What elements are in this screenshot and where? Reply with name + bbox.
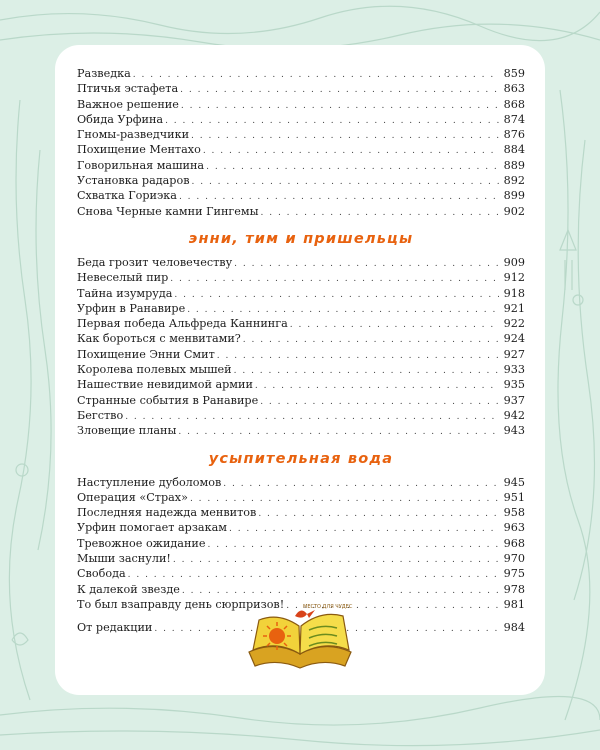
- leader-dots: [125, 410, 499, 424]
- toc-entry-title: Снова Черные камни Гингемы: [77, 204, 259, 218]
- toc-entry-page: 943: [503, 424, 525, 438]
- toc-entry-page: 975: [503, 567, 525, 581]
- leader-dots: [206, 160, 499, 174]
- leader-dots: [178, 425, 499, 439]
- toc-entry-title: Как бороться с менвитами?: [77, 332, 241, 346]
- toc-entry-page: 876: [503, 128, 525, 142]
- table-of-contents: [77, 67, 525, 637]
- section-heading: энни, тим и пришельцы: [188, 230, 414, 247]
- toc-entry-title: Установка радаров: [77, 174, 190, 188]
- toc-entry-title: Гномы-разведчики: [77, 128, 190, 142]
- toc-entry[interactable]: [77, 302, 525, 317]
- leader-dots: [255, 379, 499, 393]
- toc-entry-title: Говорильная машина: [77, 158, 205, 172]
- toc-entry-title: То был взаправду день сюрпризов!: [77, 597, 285, 611]
- leader-dots: [192, 175, 499, 189]
- leader-dots: [229, 522, 499, 536]
- leader-dots: [133, 68, 499, 82]
- leader-dots: [203, 144, 499, 158]
- toc-entry-page: 918: [503, 286, 525, 300]
- leader-dots: [173, 553, 499, 567]
- toc-entry-page: 984: [503, 621, 525, 635]
- toc-entry-title: Важное решение: [77, 97, 179, 111]
- toc-entry[interactable]: [77, 67, 525, 82]
- toc-entry-title: Птичья эстафета: [77, 82, 179, 96]
- leader-dots: [234, 257, 499, 271]
- toc-entry[interactable]: [77, 82, 525, 97]
- toc-entry-page: 963: [503, 521, 525, 535]
- toc-entry[interactable]: [77, 521, 525, 536]
- toc-entry-page: 892: [503, 174, 525, 188]
- toc-entry[interactable]: [77, 205, 525, 220]
- leader-dots: [290, 318, 499, 332]
- toc-entry-page: 889: [503, 158, 525, 172]
- leader-dots: [180, 83, 499, 97]
- toc-entry-title: Первая победа Альфреда Каннинга: [77, 317, 288, 331]
- toc-entry[interactable]: [77, 189, 525, 204]
- toc-entry[interactable]: [77, 583, 525, 598]
- toc-entry-title: Последняя надежда менвитов: [77, 506, 257, 520]
- toc-entry[interactable]: [77, 409, 525, 424]
- toc-entry-page: 945: [503, 475, 525, 489]
- toc-entry[interactable]: [77, 143, 525, 158]
- leader-dots: [170, 272, 499, 286]
- toc-entry[interactable]: [77, 113, 525, 128]
- toc-entry-page: 874: [503, 112, 525, 126]
- toc-entry[interactable]: [77, 128, 525, 143]
- toc-entry[interactable]: [77, 159, 525, 174]
- toc-entry-title: Свобода: [77, 567, 126, 581]
- leader-dots: [182, 584, 499, 598]
- toc-entry[interactable]: [77, 491, 525, 506]
- leader-dots: [181, 99, 499, 113]
- toc-entry-page: 902: [503, 204, 525, 218]
- toc-entry-title: Тревожное ожидание: [77, 536, 206, 550]
- toc-entry[interactable]: [77, 394, 525, 409]
- toc-entry-title: Схватка Гориэка: [77, 189, 177, 203]
- toc-entry-title: Мыши заснули!: [77, 552, 171, 566]
- leader-dots: [260, 395, 499, 409]
- toc-entry[interactable]: [77, 424, 525, 439]
- toc-entry-page: 912: [503, 271, 525, 285]
- toc-entry[interactable]: [77, 256, 525, 271]
- toc-entry-page: 942: [503, 408, 525, 422]
- toc-entry[interactable]: [77, 476, 525, 491]
- toc-entry-page: 868: [503, 97, 525, 111]
- toc-entry-title: Невеселый пир: [77, 271, 169, 285]
- toc-entry-page: 958: [503, 506, 525, 520]
- section-heading: усыпительная вода: [208, 450, 394, 467]
- leader-dots: [179, 190, 499, 204]
- toc-entry-page: 922: [503, 317, 525, 331]
- toc-entry-title: Тайна изумруда: [77, 286, 173, 300]
- toc-entry-page: 935: [503, 378, 525, 392]
- toc-entry[interactable]: [77, 271, 525, 286]
- toc-entry-page: 927: [503, 347, 525, 361]
- toc-entry-page: 937: [503, 393, 525, 407]
- toc-page: [55, 45, 545, 695]
- leader-dots: [190, 492, 499, 506]
- toc-entry-title: Беда грозит человечеству: [77, 255, 233, 269]
- toc-entry-title: Урфин в Ранавире: [77, 301, 186, 315]
- toc-entry-page: 981: [503, 597, 525, 611]
- leader-dots: [128, 568, 499, 582]
- leader-dots: [217, 349, 499, 363]
- toc-entry[interactable]: [77, 317, 525, 332]
- leader-dots: [165, 114, 499, 128]
- toc-entry-page: 921: [503, 301, 525, 315]
- toc-entry-title: Наступление дуболомов: [77, 475, 222, 489]
- open-book-logo: [245, 600, 355, 672]
- toc-entry-page: 951: [503, 490, 525, 504]
- toc-entry-title: Бегство: [77, 408, 124, 422]
- leader-dots: [258, 507, 499, 521]
- toc-entry-title: Странные события в Ранавире: [77, 393, 259, 407]
- leader-dots: [208, 538, 499, 552]
- toc-entry[interactable]: [77, 567, 525, 582]
- toc-entry-page: 899: [503, 189, 525, 203]
- toc-entry-page: 884: [503, 143, 525, 157]
- toc-entry-page: 968: [503, 536, 525, 550]
- leader-dots: [223, 477, 499, 491]
- toc-entry[interactable]: [77, 552, 525, 567]
- logo-text: МЕСТО ДЛЯ ЧУДЕС: [303, 604, 353, 610]
- toc-entry-title: Обида Урфина: [77, 112, 164, 126]
- leader-dots: [187, 303, 499, 317]
- toc-entry-title: Похищение Ментахо: [77, 143, 201, 157]
- leader-dots: [243, 333, 499, 347]
- toc-entry[interactable]: [77, 378, 525, 393]
- toc-entry-page: 924: [503, 332, 525, 346]
- toc-entry[interactable]: [77, 363, 525, 378]
- toc-entry-title: Разведка: [77, 67, 131, 80]
- toc-entry[interactable]: [77, 174, 525, 189]
- toc-entry[interactable]: [77, 287, 525, 302]
- toc-entry-page: 970: [503, 552, 525, 566]
- leader-dots: [234, 364, 499, 378]
- toc-entry-title: От редакции: [77, 621, 153, 635]
- toc-entry[interactable]: [77, 98, 525, 113]
- toc-entry-title: Зловещие планы: [77, 424, 177, 438]
- toc-entry-page: 863: [503, 82, 525, 96]
- toc-entry-page: 859: [503, 67, 525, 80]
- toc-entry-title: Урфин помогает арзакам: [77, 521, 227, 535]
- toc-entry[interactable]: [77, 537, 525, 552]
- toc-entry-title: Королева полевых мышей: [77, 363, 232, 377]
- toc-entry-title: К далекой звезде: [77, 582, 180, 596]
- toc-entry[interactable]: [77, 332, 525, 347]
- toc-entry-title: Нашествие невидимой армии: [77, 378, 253, 392]
- toc-entry-title: Похищение Энни Смит: [77, 347, 215, 361]
- toc-entry[interactable]: [77, 348, 525, 363]
- leader-dots: [191, 129, 499, 143]
- toc-entry-title: Операция «Страх»: [77, 490, 188, 504]
- toc-entry-page: 978: [503, 582, 525, 596]
- toc-entry-page: 909: [503, 255, 525, 269]
- leader-dots: [261, 206, 500, 220]
- toc-entry[interactable]: [77, 506, 525, 521]
- leader-dots: [174, 288, 499, 302]
- toc-entry-page: 933: [503, 363, 525, 377]
